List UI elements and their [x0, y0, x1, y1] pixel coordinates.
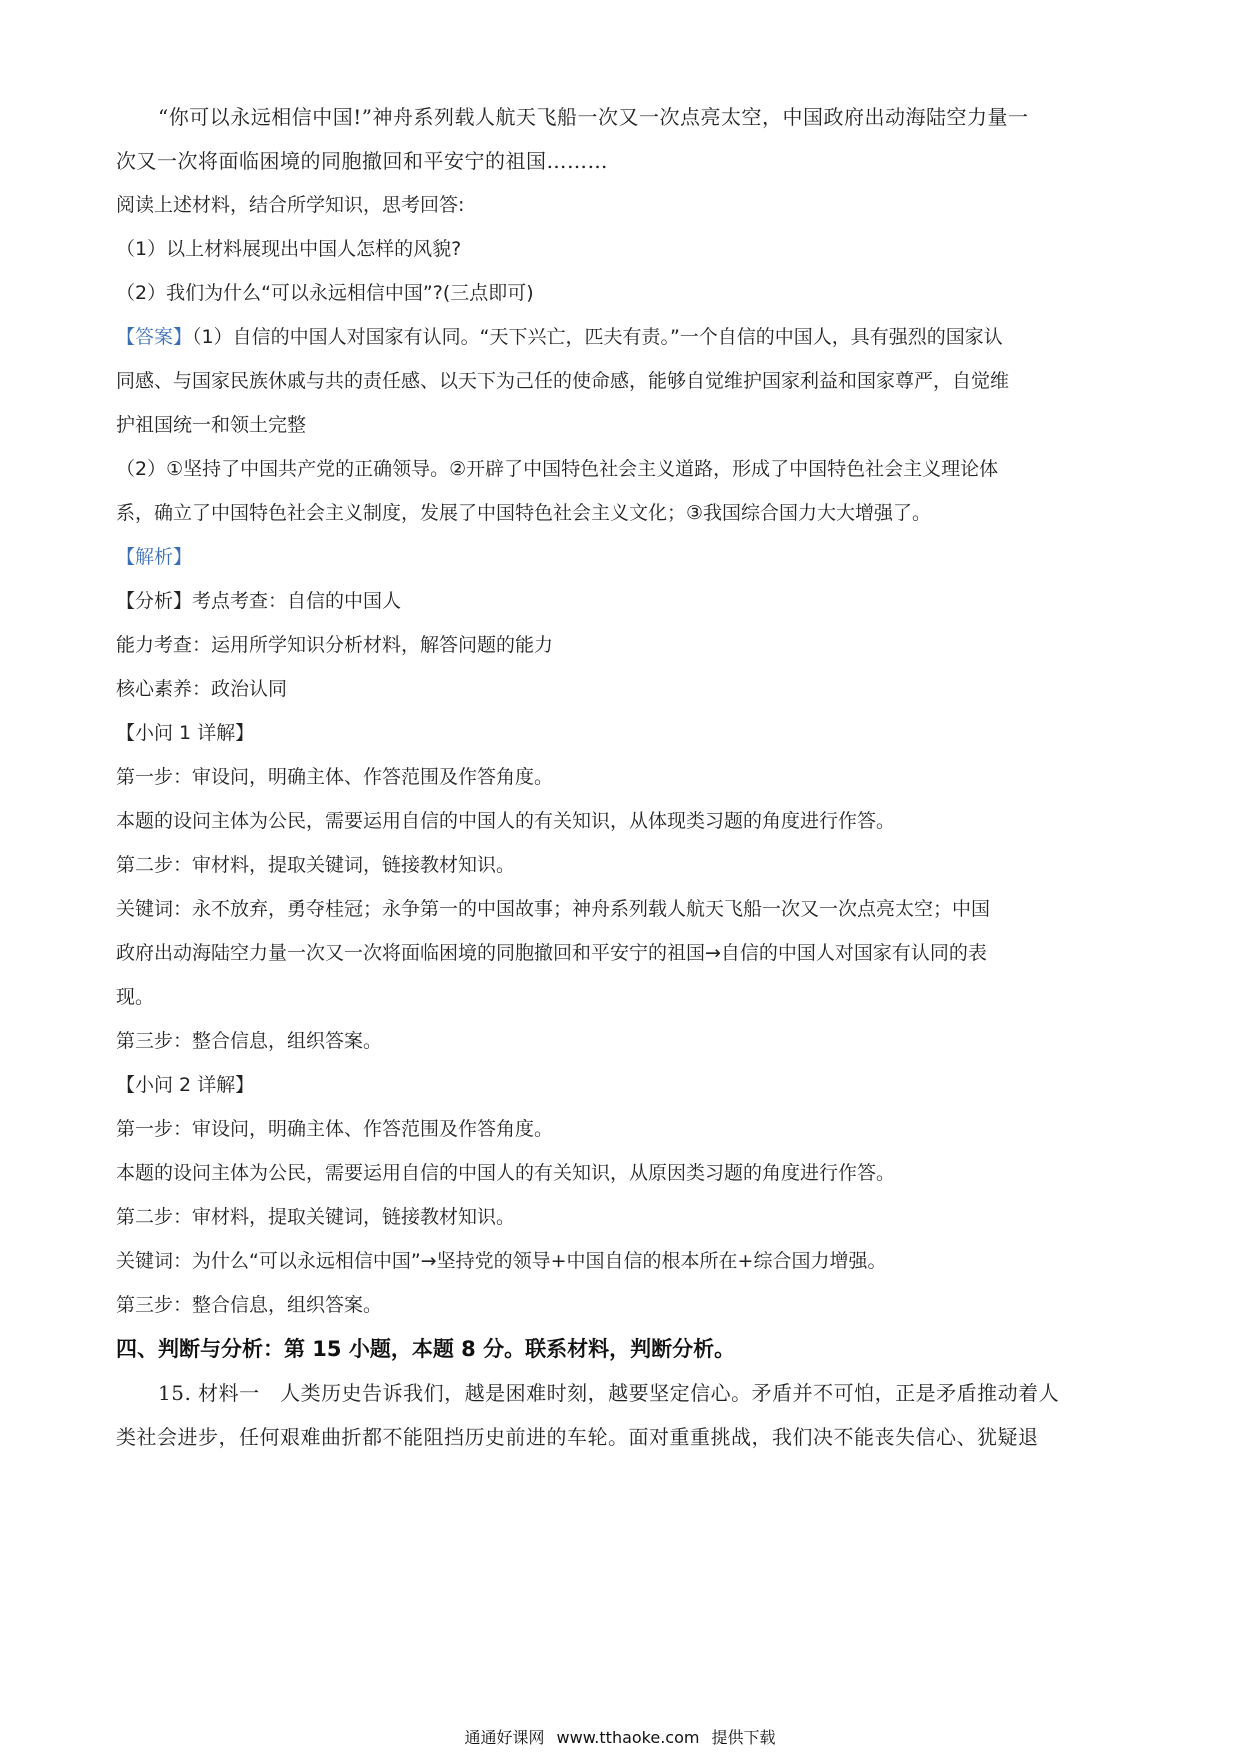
footer-note: 提供下载: [711, 1728, 776, 1747]
q1-step1-detail: 本题的设问主体为公民，需要运用自信的中国人的有关知识，从体现类习题的角度进行作答。: [116, 810, 896, 832]
q2-step2: 第二步：审材料，提取关键词，链接教材知识。: [116, 1206, 516, 1228]
material-line-1: “你可以永远相信中国!”神舟系列载人航天飞船一次又一次点亮太空，中国政府出动海陆空力量一: [158, 105, 1029, 129]
section-4-title: 四、判断与分析：第 15 小题，本题 8 分。联系材料，判断分析。: [116, 1337, 736, 1361]
q1-keywords-line1: 关键词：永不放弃，勇夺桂冠；永争第一的中国故事；神舟系列载人航天飞船一次又一次点亮太空；中国: [116, 898, 991, 920]
q1-keywords-line2: 政府出动海陆空力量一次又一次将面临困境的同胞撤回和平安宁的祖国→自信的中国人对国家有认同的表: [116, 942, 987, 964]
answer-p2-line2: 系，确立了中国特色社会主义制度，发展了中国特色社会主义文化；③我国综合国力大大增强了。: [116, 502, 932, 524]
q15-line-2: 类社会进步，任何艰难曲折都不能阻挡历史前进的车轮。面对重重挑战，我们决不能丧失信心、犹疑退: [116, 1425, 1039, 1449]
page-footer: [0, 1728, 1240, 1748]
analysis-fenxi: 【分析】考点考查：自信的中国人: [116, 590, 402, 612]
answer-p1-line2: 同感、与国家民族休戚与共的责任感、以天下为己任的使命感，能够自觉维护国家利益和国家尊严，自觉维: [116, 370, 1010, 392]
q1-header: 【小问 1 详解】: [116, 722, 255, 744]
prompt-text: 阅读上述材料，结合所学知识，思考回答:: [116, 194, 465, 216]
q1-keywords-line3: 现。: [116, 986, 155, 1008]
analysis-label: 【解析】: [116, 546, 193, 568]
footer-site-name: 通通好课网: [464, 1728, 545, 1747]
q2-step3: 第三步：整合信息，组织答案。: [116, 1294, 383, 1316]
analysis-core: 核心素养：政治认同: [116, 678, 288, 700]
q1-step2: 第二步：审材料，提取关键词，链接教材知识。: [116, 854, 516, 876]
q1-step3: 第三步：整合信息，组织答案。: [116, 1030, 383, 1052]
question-2: （2）我们为什么“可以永远相信中国”?(三点即可): [116, 282, 534, 304]
q2-keywords-line1: 关键词：为什么“可以永远相信中国”→坚持党的领导+中国自信的根本所在+综合国力增强。: [116, 1250, 887, 1272]
q15-line-1: 15. 材料一 人类历史告诉我们，越是困难时刻，越要坚定信心。矛盾并不可怕，正是矛盾推动着人: [158, 1381, 1060, 1405]
footer-url[interactable]: www.tthaoke.com: [556, 1728, 700, 1747]
answer-p2-line1: （2）①坚持了中国共产党的正确领导。②开辟了中国特色社会主义道路，形成了中国特色社会主义理论体: [116, 458, 999, 480]
q2-step1: 第一步：审设问，明确主体、作答范围及作答角度。: [116, 1118, 554, 1140]
answer-p1-line3: 护祖国统一和领土完整: [116, 414, 307, 436]
q2-step1-detail: 本题的设问主体为公民，需要运用自信的中国人的有关知识，从原因类习题的角度进行作答。: [116, 1162, 896, 1184]
analysis-ability: 能力考查：运用所学知识分析材料，解答问题的能力: [116, 634, 554, 656]
q2-header: 【小问 2 详解】: [116, 1074, 255, 1096]
material-line-2: 次又一次将面临困境的同胞撤回和平安宁的祖国………: [116, 149, 608, 173]
answer-label: 【答案】: [116, 326, 193, 348]
q1-step1: 第一步：审设问，明确主体、作答范围及作答角度。: [116, 766, 554, 788]
answer-p1-line1: （1）自信的中国人对国家有认同。“天下兴亡，匹夫有责。”一个自信的中国人，具有强烈的国家认: [192, 326, 1003, 348]
question-1: （1）以上材料展现出中国人怎样的风貌?: [116, 238, 462, 260]
answer-line-1: [116, 322, 1126, 352]
